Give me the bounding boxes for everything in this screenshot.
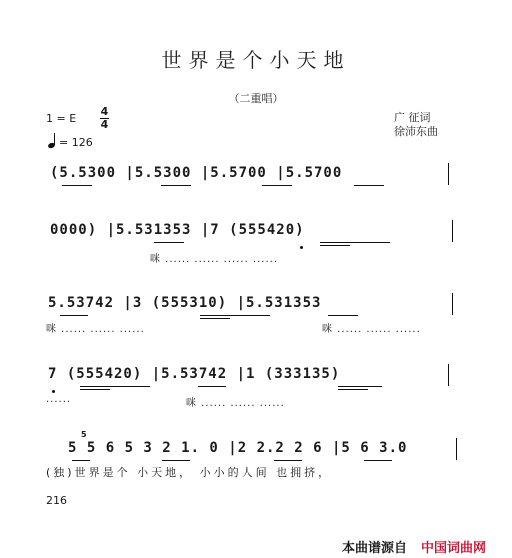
underline [200, 318, 230, 319]
song-subtitle: （二重唱） [228, 92, 284, 105]
grace-note: 5 [81, 430, 87, 439]
underline [80, 389, 110, 390]
underline [328, 315, 358, 316]
lyricist-credit: 广 征词 [394, 111, 431, 124]
underline [320, 242, 390, 243]
underline [198, 386, 226, 387]
underline [200, 315, 270, 316]
key-signature: 1 = E [46, 112, 77, 125]
lyric-row-2: 咪 ...... ...... ...... ...... [150, 254, 279, 265]
score-row-5: 5 5 6 5 3 2 1. 0 |2 2.2 2 6 |5 6 3.0 [68, 440, 408, 456]
underline [364, 460, 392, 461]
score-row-1: (5.5300 |5.5300 |5.5700 |5.5700 [50, 165, 343, 181]
time-top: 4 [100, 105, 109, 118]
tempo-marking: = 126 [59, 136, 93, 149]
underline [62, 185, 92, 186]
underline [338, 386, 382, 387]
underline [338, 389, 368, 390]
quarter-note-stem [54, 133, 55, 145]
time-signature [100, 106, 109, 131]
barline [452, 220, 453, 242]
barline [456, 438, 457, 460]
underline [72, 460, 90, 461]
score-row-4: 7 (555420) |5.53742 |1 (333135) [48, 366, 341, 382]
underline [154, 242, 184, 243]
barline [448, 163, 449, 185]
score-row-3: 5.53742 |3 (555310) |5.531353 [48, 295, 322, 311]
time-bottom: 4 [100, 118, 109, 131]
score-row-2: 0000) |5.531353 |7 (555420) [50, 222, 305, 238]
underline [80, 386, 150, 387]
octave-dot [300, 246, 303, 249]
barline [448, 364, 449, 386]
underline [161, 185, 191, 186]
footer-source-text: 本曲谱源自 [342, 541, 408, 556]
underline [320, 245, 350, 246]
lyric-row-4-b: 咪 ...... ...... ...... [186, 398, 285, 409]
lyric-row-3-a: 咪 ...... ...... ...... [46, 324, 145, 335]
underline [60, 315, 88, 316]
underline [262, 185, 292, 186]
underline [354, 185, 384, 186]
underline [274, 460, 302, 461]
lyric-row-5: (独)世界是个 小天地， 小小的人间 也拥挤， [46, 466, 333, 479]
barline [452, 293, 453, 315]
footer-site-link[interactable]: 中国词曲网 [421, 541, 487, 556]
page-number: 216 [46, 494, 67, 507]
octave-dot [52, 390, 55, 393]
source-footer [342, 537, 486, 556]
composer-credit: 徐沛东曲 [394, 125, 438, 138]
song-title: 世界是个小天地 [161, 48, 351, 72]
underline [162, 460, 190, 461]
lyric-row-4-a: ...... [46, 394, 72, 405]
lyric-row-3-b: 咪 ...... ...... ...... [322, 324, 421, 335]
